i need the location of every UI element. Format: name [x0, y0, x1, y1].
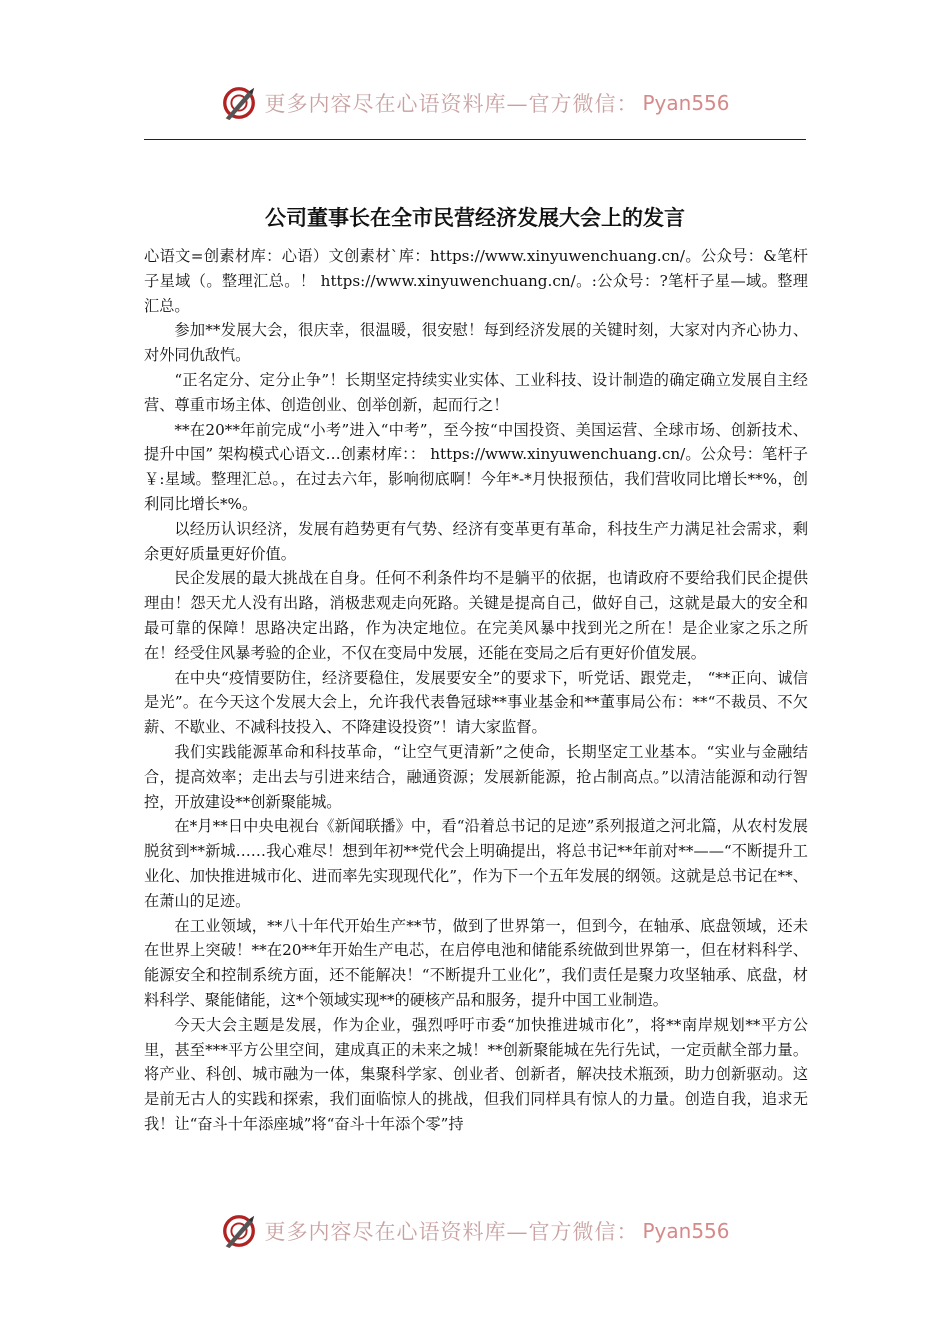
paragraph: 在*月**日中央电视台《新闻联播》中，看“沿着总书记的足迹”系列报道之河北篇，从农村发展脱贫到**新城……我心难尽！想到年初**党代会上明确提出，将总书记**年前对**——“不断提升工业化、加快推进城市化、进而率先实现现代化”，作为下一个五年发展的纲领。这就是总书记在**、在萧山的足迹。: [144, 817, 808, 910]
header-divider: [144, 139, 806, 140]
brand-logo-icon: [220, 1212, 258, 1250]
paragraph: **在20**年前完成“小考”进入“中考”，至今按“中国投资、美国运营、全球市场、创新技术、提升中国” 架构模式心语文…创素材库：： https://www.xinyuwenchuang.cn/。公众号：笔杆子￥:星域。整理汇总。，在过去六年，影响彻底啊！今年*-*月快报预估，我们营收同比增长**%，创利同比增长*%。: [144, 420, 808, 513]
paragraph: “正名定分、定分止争”！长期坚定持续实业实体、工业科技、设计制造的确定确立发展自主经营、尊重市场主体、创造创业、创举创新，起而行之！: [144, 370, 808, 414]
paragraph: 参加**发展大会，很庆幸，很温暖，很安慰！每到经济发展的关键时刻，大家对内齐心协力、对外同仇敌忾。: [144, 321, 808, 365]
document-body: [144, 244, 808, 1137]
paragraph: 在中央“疫情要防住，经济要稳住，发展要安全”的要求下，听党话、跟党走， “**正向、诚信是光”。在今天这个发展大会上，允许我代表鲁冠球**事业基金和**董事局公布：**“不裁员、不欠薪、不歇业、不减科技投入、不降建设投资”！请大家监督。: [144, 668, 808, 737]
footer-banner: [0, 1208, 950, 1254]
paragraph: 民企发展的最大挑战在自身。任何不利条件均不是躺平的依据，也请政府不要给我们民企提供理由！怨天尤人没有出路，消极悲观走向死路。关键是提高自己，做好自己，这就是最大的安全和最可靠的保障！思路决定出路，作为决定地位。在完美风暴中找到光之所在！是企业家之乐之所在！经受住风暴考验的企业，不仅在变局中发展，还能在变局之后有更好价值发展。: [144, 569, 808, 662]
paragraph: 在工业领域，**八十年代开始生产**节，做到了世界第一，但到今，在轴承、底盘领域，还未在世界上突破！**在20**年开始生产电芯，在启停电池和储能系统做到世界第一，但在材料科学、能源安全和控制系统方面，还不能解决！“不断提升工业化”，我们责任是聚力攻坚轴承、底盘，材料科学、聚能储能，这*个领域实现**的硬核产品和服务，提升中国工业制造。: [144, 916, 808, 1009]
brand-logo-icon: [220, 84, 258, 122]
paragraph: 今天大会主题是发展，作为企业，强烈呼吁市委“加快推进城市化”，将**南岸规划**平方公里，甚至***平方公里空间，建成真正的未来之城！**创新聚能城在先行先试，一定贡献全部力量。将产业、科创、城市融为一体，集聚科学家、创业者、创新者，解决技术瓶颈，助力创新驱动。这是前无古人的实践和探索，我们面临惊人的挑战，但我们同样具有惊人的力量。创造自我，追求无我！让“奋斗十年添座城”将“奋斗十年添个零”持: [144, 1015, 808, 1133]
header-wechat-id: Pyan556: [642, 91, 730, 115]
header-banner: [0, 80, 950, 126]
paragraph: 心语文=创素材库：心语）文创素材`库：https://www.xinyuwenchuang.cn/。公众号：&笔杆子星域（。整理汇总。！ https://www.xinyuwenchuang.cn/。:公众号：?笔杆子星—域。整理汇总。: [144, 247, 808, 315]
paragraph: 以经历认识经济，发展有趋势更有气势、经济有变革更有革命，科技生产力满足社会需求，剩余更好质量更好价值。: [144, 519, 808, 563]
document-title: 公司董事长在全市民营经济发展大会上的发言: [265, 206, 685, 230]
header-text: 更多内容尽在心语资料库—官方微信：: [264, 92, 639, 116]
footer-text: 更多内容尽在心语资料库—官方微信：: [264, 1220, 639, 1244]
footer-wechat-id: Pyan556: [642, 1219, 730, 1243]
paragraph: 我们实践能源革命和科技革命，“让空气更清新”之使命，长期坚定工业基本。“实业与金融结合，提高效率；走出去与引进来结合，融通资源；发展新能源，抢占制高点。”以清洁能源和动行智控，开放建设**创新聚能城。: [144, 742, 808, 811]
